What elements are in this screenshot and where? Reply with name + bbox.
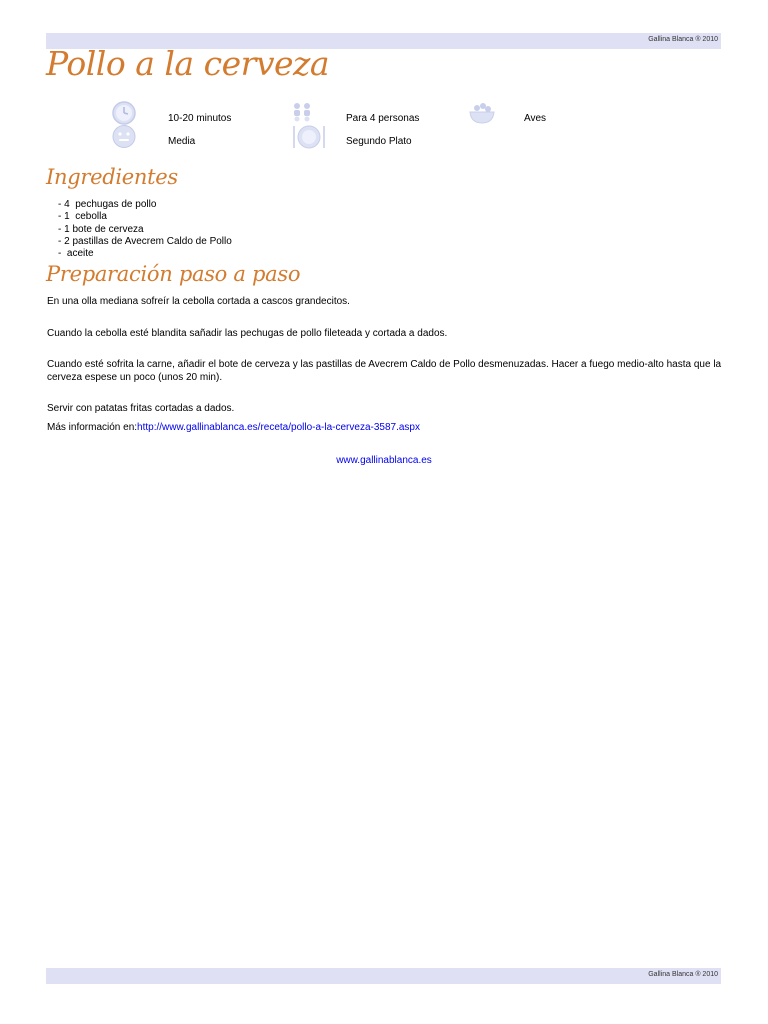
clock-icon (110, 101, 138, 125)
recipe-url-link[interactable]: http://www.gallinablanca.es/receta/pollo-a-la-cerveza-3587.aspx (137, 422, 420, 433)
ingredient-item: - 1 cebolla (58, 211, 107, 223)
preparation-heading: Preparación paso a paso (46, 262, 301, 286)
course-value: Segundo Plato (346, 136, 412, 147)
ingredient-item: - aceite (58, 248, 94, 260)
site-link-container (0, 455, 768, 466)
more-info-label: Más información en: (47, 422, 138, 433)
ingredient-item: - 1 bote de cerveza (58, 223, 144, 235)
site-link[interactable]: www.gallinablanca.es (336, 455, 432, 466)
people-icon (291, 102, 313, 124)
footer-bar (46, 968, 721, 984)
ingredient-item: - 2 pastillas de Avecrem Caldo de Pollo (58, 235, 232, 247)
bowl-icon (468, 102, 496, 126)
ingredients-heading: Ingredientes (46, 165, 178, 189)
recipe-title: Pollo a la cerveza (46, 44, 330, 83)
ingredient-list (58, 199, 232, 260)
footer-copyright: Gallina Blanca ® 2010 (648, 971, 718, 978)
more-info (47, 422, 420, 433)
servings-value: Para 4 personas (346, 113, 420, 124)
preparation-step: Servir con patatas fritas cortadas a dados. (47, 403, 235, 414)
category-value: Aves (524, 113, 547, 124)
preparation-step: En una olla mediana sofreír la cebolla cortada a cascos grandecitos. (47, 296, 350, 307)
preparation-step: Cuando la cebolla esté blandita sañadir las pechugas de pollo fileteada y cortada a dados. (47, 328, 448, 339)
face-icon (110, 124, 138, 149)
preparation-step: Cuando esté sofrita la carne, añadir el bote de cerveza y las pastillas de Avecrem Caldo de Pollo desmenuzadas. Hacer a fuego medio-alto hasta que la cerveza espese un poco (unos 20 min). (47, 359, 722, 383)
ingredient-item: - 4 pechugas de pollo (58, 199, 157, 210)
difficulty-value: Media (168, 136, 196, 147)
header-copyright: Gallina Blanca ® 2010 (648, 36, 718, 43)
time-value: 10-20 minutos (168, 113, 232, 124)
plate-icon (291, 124, 327, 150)
